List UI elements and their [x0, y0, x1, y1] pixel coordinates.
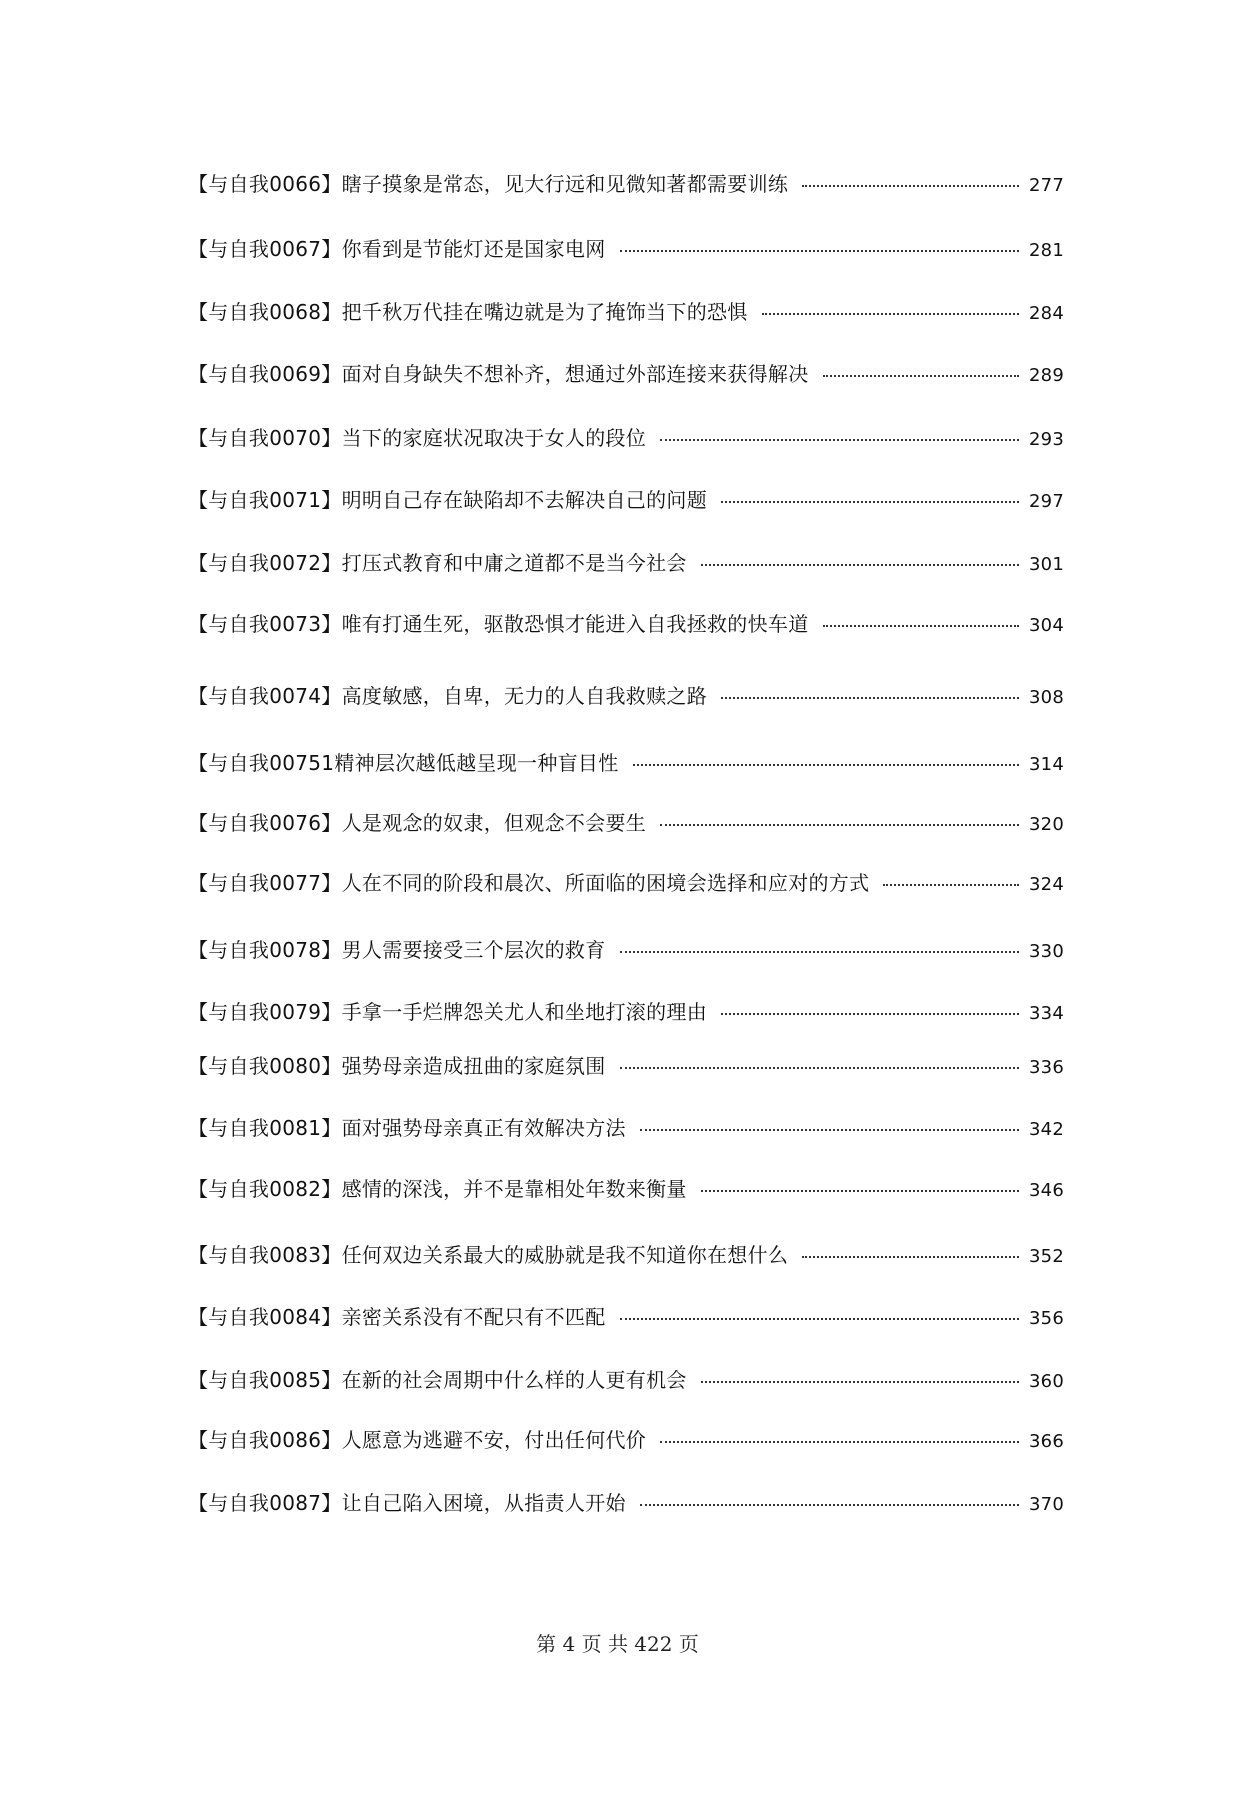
toc-entry-page-number: 346 [1029, 1180, 1064, 1201]
toc-dot-leader [701, 1381, 1019, 1383]
toc-entry-title: 【与自我0070】当下的家庭状况取决于女人的段位 [188, 426, 647, 450]
toc-entry-title: 【与自我0081】面对强势母亲真正有效解决方法 [188, 1116, 626, 1140]
toc-entry-title: 【与自我0066】瞎子摸象是常态，见大行远和见微知著都需要训练 [188, 172, 789, 196]
toc-entry[interactable] [188, 487, 1064, 515]
toc-entry-title: 【与自我00751精神层次越低越呈现一种盲目性 [188, 751, 619, 775]
toc-entry[interactable] [188, 236, 1064, 264]
toc-entry[interactable] [188, 1304, 1064, 1332]
toc-entry-page-number: 356 [1029, 1308, 1064, 1329]
toc-entry-page-number: 314 [1029, 754, 1064, 775]
toc-entry-title: 【与自我0085】在新的社会周期中什么样的人更有机会 [188, 1368, 687, 1392]
toc-dot-leader [721, 1013, 1019, 1015]
toc-entry-title: 【与自我0078】男人需要接受三个层次的救育 [188, 938, 606, 962]
toc-entry-page-number: 281 [1029, 240, 1064, 261]
toc-dot-leader [802, 185, 1019, 187]
toc-dot-leader [701, 564, 1019, 566]
toc-entry[interactable] [188, 425, 1064, 453]
toc-dot-leader [640, 1504, 1019, 1506]
toc-entry-page-number: 297 [1029, 491, 1064, 512]
toc-dot-leader [620, 1318, 1020, 1320]
toc-entry-page-number: 308 [1029, 687, 1064, 708]
toc-entry[interactable] [188, 999, 1064, 1027]
toc-entry-page-number: 370 [1029, 1494, 1064, 1515]
toc-entry[interactable] [188, 870, 1064, 898]
toc-entry-title: 【与自我0068】把千秋万代挂在嘴边就是为了掩饰当下的恐惧 [188, 300, 748, 324]
toc-dot-leader [660, 1441, 1019, 1443]
toc-dot-leader [883, 884, 1019, 886]
toc-entry[interactable] [188, 299, 1064, 327]
toc-entry-title: 【与自我0073】唯有打通生死，驱散恐惧才能进入自我拯救的快车道 [188, 612, 809, 636]
toc-dot-leader [660, 439, 1019, 441]
toc-entry-page-number: 330 [1029, 941, 1064, 962]
toc-dot-leader [633, 764, 1020, 766]
toc-entry-page-number: 334 [1029, 1003, 1064, 1024]
toc-entry-title: 【与自我0084】亲密关系没有不配只有不匹配 [188, 1305, 606, 1329]
toc-entry-title: 【与自我0076】人是观念的奴隶，但观念不会要生 [188, 811, 647, 835]
toc-entry-title: 【与自我0069】面对自身缺失不想补齐，想通过外部连接来获得解决 [188, 362, 809, 386]
toc-entry[interactable] [188, 550, 1064, 578]
toc-entry[interactable] [188, 1242, 1064, 1270]
toc-dot-leader [701, 1190, 1019, 1192]
toc-entry-title: 【与自我0080】强势母亲造成扭曲的家庭氛围 [188, 1054, 606, 1078]
toc-entry[interactable] [188, 361, 1064, 389]
toc-entry[interactable] [188, 810, 1064, 838]
toc-entry-title: 【与自我0067】你看到是节能灯还是国家电网 [188, 237, 606, 261]
toc-entry-title: 【与自我0071】明明自己存在缺陷却不去解决自己的问题 [188, 488, 707, 512]
toc-entry[interactable] [188, 1176, 1064, 1204]
toc-dot-leader [823, 625, 1020, 627]
toc-entry-page-number: 336 [1029, 1057, 1064, 1078]
toc-entry-title: 【与自我0086】人愿意为逃避不安，付出任何代价 [188, 1428, 647, 1452]
toc-entry[interactable] [188, 1427, 1064, 1455]
toc-entry-title: 【与自我0072】打压式教育和中庸之道都不是当今社会 [188, 551, 687, 575]
toc-entry-title: 【与自我0082】感情的深浅，并不是靠相处年数来衡量 [188, 1177, 687, 1201]
toc-dot-leader [721, 697, 1019, 699]
toc-entry-title: 【与自我0077】人在不同的阶段和晨次、所面临的困境会选择和应对的方式 [188, 871, 870, 895]
toc-entry-page-number: 293 [1029, 429, 1064, 450]
toc-entry-title: 【与自我0074】高度敏感，自卑，无力的人自我救赎之路 [188, 684, 707, 708]
toc-entry-page-number: 289 [1029, 365, 1064, 386]
toc-entry-page-number: 366 [1029, 1431, 1064, 1452]
toc-entry-page-number: 320 [1029, 814, 1064, 835]
toc-entry-page-number: 360 [1029, 1371, 1064, 1392]
toc-entry[interactable] [188, 683, 1064, 711]
toc-entry-page-number: 284 [1029, 303, 1064, 324]
toc-entry-page-number: 342 [1029, 1119, 1064, 1140]
toc-entry-page-number: 277 [1029, 175, 1064, 196]
toc-entry[interactable] [188, 611, 1064, 639]
toc-dot-leader [762, 313, 1019, 315]
toc-dot-leader [620, 951, 1020, 953]
toc-dot-leader [823, 375, 1020, 377]
toc-dot-leader [620, 250, 1020, 252]
toc-dot-leader [721, 501, 1019, 503]
toc-entry[interactable] [188, 1115, 1064, 1143]
page-footer: 第 4 页 共 422 页 [536, 1632, 699, 1656]
toc-entry-page-number: 324 [1029, 874, 1064, 895]
toc-entry[interactable] [188, 171, 1064, 199]
toc-entry-page-number: 304 [1029, 615, 1064, 636]
toc-entry-page-number: 352 [1029, 1246, 1064, 1267]
toc-entry[interactable] [188, 1367, 1064, 1395]
toc-dot-leader [620, 1067, 1020, 1069]
toc-entry[interactable] [188, 750, 1064, 778]
toc-entry-title: 【与自我0079】手拿一手烂牌怨关尤人和坐地打滚的理由 [188, 1000, 707, 1024]
toc-entry[interactable] [188, 937, 1064, 965]
toc-dot-leader [660, 824, 1019, 826]
toc-entry-title: 【与自我0087】让自己陷入困境，从指责人开始 [188, 1491, 626, 1515]
toc-dot-leader [802, 1256, 1019, 1258]
toc-entry[interactable] [188, 1053, 1064, 1081]
toc-entry-title: 【与自我0083】任何双边关系最大的威胁就是我不知道你在想什么 [188, 1243, 789, 1267]
toc-dot-leader [640, 1129, 1019, 1131]
toc-entry[interactable] [188, 1490, 1064, 1518]
toc-entry-page-number: 301 [1029, 554, 1064, 575]
